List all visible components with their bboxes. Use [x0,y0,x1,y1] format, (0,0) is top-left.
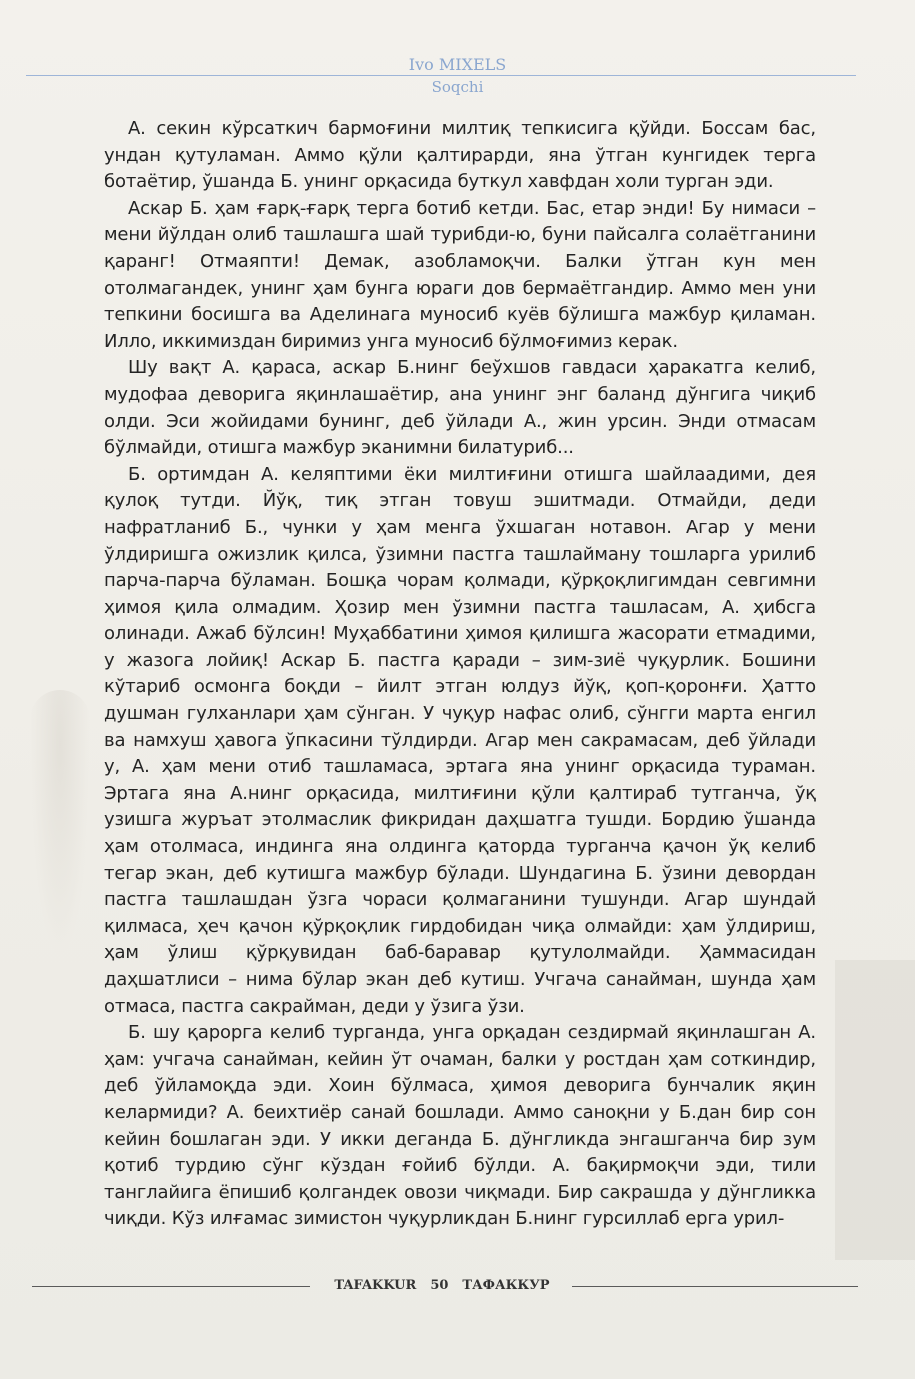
page-footer [0,1277,915,1297]
bleed-through-shade [835,960,915,1260]
footer-rule-left [32,1286,310,1287]
story-text [104,116,816,1233]
paragraph: Б. ортимдан А. келяптими ёки милтиғини отишга шайлаадими, дея қулоқ тутди. Йўқ, тиқ этган товуш эшитмади. Отмайди, деди нафратланиб Б., чунки у ҳам менга ўхшаган нотавон. Агар у мени ўлдиришга ожизлик қилса, ўзимни пастга ташлайману тошларга урилиб парча-парча бўламан. Бошқа чорам қолмади, қўрқоқлигимдан севгимни ҳимоя қила олмадим. Ҳозир мен ўзимни пастга ташласам, А. ҳибсга олинади. Ажаб бўлсин! Муҳаббатини ҳимоя қилишга жасорати етмадими, у жазога лойиқ! Аскар Б. пастга қаради – зим-зиё чуқурлик. Бошини кўтариб осмонга боқди – йилт этган юлдуз йўқ, қоп-қоронғи. Ҳатто душман гулханлари ҳам сўнган. У чуқур нафас олиб, сўнгги марта енгил ва намхуш ҳавога ўпкасини тўлдирди. Агар мен сакрамасам, деб ўйлади у, А. ҳам мени отиб ташламаса, эртага яна унинг орқасида тураман. Эртага яна А.нинг орқасида, милтиғини қўли қалтираб тутганча, ўқ узишга журъат этолмаслик фикридан даҳшатга тушди. Бордию ўшанда ҳам отолмаса, индинга яна олдинга қаторда турганча қачон ўқ келиб тегар экан, деб кутишга мажбур бўлади. Шундагина Б. ўзини девордан пастга ташлашдан ўзга чораси қолмаганини тушунди. Агар шундай қилмаса, ҳеч қачон қўрқоқлик гирдобидан чиқа олмайди: ҳам ўлдириш, ҳам ўлиш қўрқувидан баб-баравар қутулолмайди. Ҳаммасидан даҳшатлиси – нима бўлар экан деб кутиш. Учгача санайман, шунда ҳам отмаса, пастга сакрайман, деди у ўзига ўзи. [104,463,816,1017]
footer-magazine-cyrillic: ТАФАККУР [462,1278,550,1293]
header-title: Soqchi [431,78,484,96]
page-number: 50 [430,1278,449,1293]
footer-magazine-latin: TAFAKKUR [334,1278,417,1293]
bleed-through-shadow [30,690,90,960]
footer-label [318,1277,566,1295]
footer-rule-right [572,1286,858,1287]
header-author: Ivo MIXELS [408,55,507,74]
paragraph: Б. шу қарорга келиб турганда, унга орқадан сездирмай яқинлашган А. ҳам: учгача санайман, кейин ўт очаман, балки у ростдан ҳам соткиндир, деб ўйламоқда эди. Хоин бўлмаса, ҳимоя деворига бунчалик яқин келармиди? А. беихтиёр санай бошлади. Аммо саноқни у Б.дан бир сон кейин бошлаган эди. У икки деганда Б. дўнгликда энгашганча бир зум қотиб турдию сўнг кўздан ғойиб бўлди. А. бақирмоқчи эди, тили танглайига ёпишиб қолгандек овози чиқмади. Бир сакрашда у дўнгликка чиқди. Кўз илғамас зимистон чуқурликдан Б.нинг гурсиллаб ерга урил- [104,1022,816,1230]
header-rule [26,75,856,76]
paragraph: Шу вақт А. қараса, аскар Б.нинг беўхшов гавдаси ҳаракатга келиб, мудофаа деворига яқинлашаётир, ана унинг энг баланд дўнгига чиқиб олди. Эси жойидами бунинг, деб ўйлади А., жин урсин. Энди отмасам бўлмайди, отишга мажбур эканимни билатуриб... [104,357,816,459]
paragraph: Аскар Б. ҳам ғарқ-ғарқ терга ботиб кетди. Бас, етар энди! Бу нимаси – мени йўлдан олиб ташлашга шай турибди-ю, буни пайсалга солаётганини қаранг! Отмаяпти! Демак, азобламоқчи. Балки ўтган кун мен отолмагандек, унинг ҳам бунга юраги дов бермаётгандир. Аммо мен уни тепкини босишга ва Аделинага муносиб куёв бўлишга мажбур қиламан. Илло, иккимиздан биримиз унга муносиб бўлмоғимиз керак. [104,197,816,352]
paragraph: А. секин кўрсаткич бармоғини милтиқ тепкисига қўйди. Боссам бас, ундан қутуламан. Аммо қўли қалтирарди, яна ўтган кунгидек терга ботаётир, ўшанда Б. унинг орқасида буткул хавфдан холи турган эди. [104,118,816,193]
